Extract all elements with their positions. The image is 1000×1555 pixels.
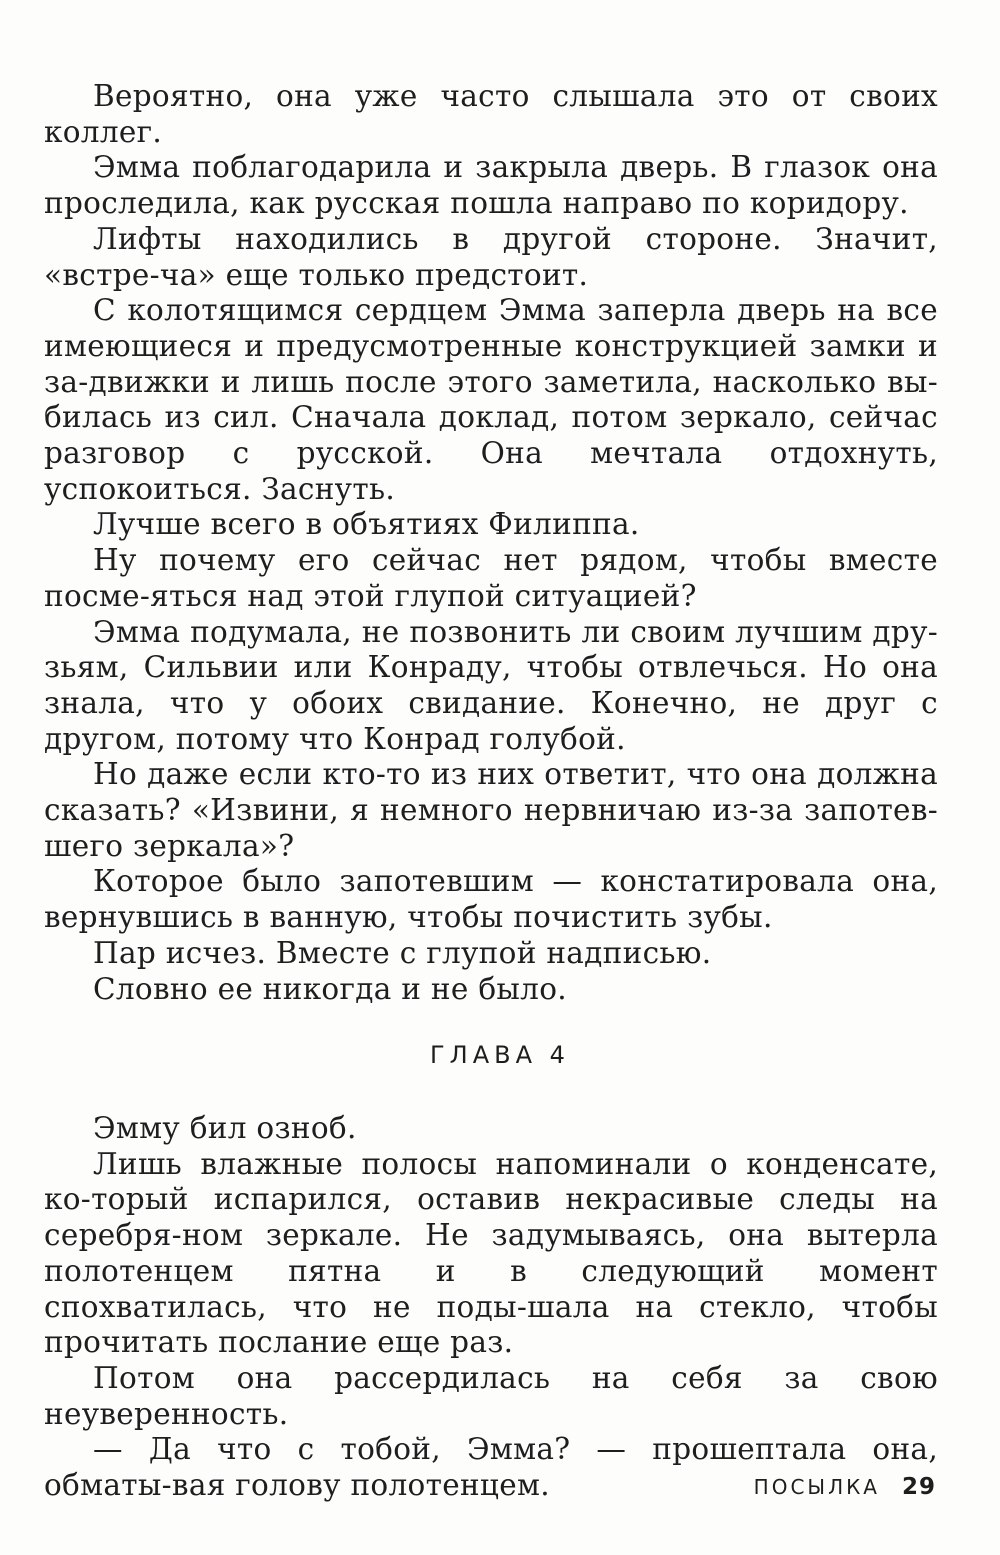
page-number: 29: [901, 1474, 936, 1500]
paragraph: — Да что с тобой, Эмма? — прошептала она, обматы-вая голову полотенцем.: [44, 1432, 938, 1503]
paragraph: Ну почему его сейчас нет рядом, чтобы вместе посме-яться над этой глупой ситуацией?: [44, 543, 938, 613]
paragraph: Которое было запотевшим — констатировала она, вернувшись в ванную, чтобы почистить зубы.: [44, 864, 938, 935]
paragraph: Пар исчез. Вместе с глупой надписью.: [93, 935, 712, 970]
paragraph: С колотящимся сердцем Эмма заперла дверь на все имеющиеся и предусмотренные конструкцией замки и за-движки и лишь после этого заметила, насколько вы-билась из сил. Сначала доклад, потом зеркало, сейчас разговор с русской. Она мечтала отдохнуть, успокоиться. Заснуть.: [44, 293, 938, 506]
paragraph: Лишь влажные полосы напоминали о конденсате, ко-торый испарился, оставив некрасивые следы на серебря-ном зеркале. Не задумываясь, она вытерла полотенцем пятна и в следующий момент спохватилась, что не поды-шала на стекло, чтобы прочитать послание еще раз.: [44, 1146, 938, 1360]
chapter-heading: ГЛАВА 4: [430, 1041, 570, 1069]
paragraph: Лифты находились в другой стороне. Значит, «встре-ча» еще только предстоит.: [44, 221, 938, 292]
paragraph: Потом она рассердилась на себя за свою неуверенность.: [44, 1360, 938, 1431]
paragraph: Вероятно, она уже часто слышала это от своих коллег.: [44, 79, 938, 149]
paragraph: Эмма подумала, не позвонить ли своим лучшим дру-зьям, Сильвии или Конраду, чтобы отвлечься. Но она знала, что у обоих свидание. Конечно, не друг с другом, потому что Конрад голубой.: [44, 614, 938, 756]
paragraph: Эмма поблагодарила и закрыла дверь. В глазок она проследила, как русская пошла направо по коридору.: [44, 150, 938, 221]
text-block-before-chapter: [44, 79, 938, 1007]
paragraph: Но даже если кто-то из них ответит, что она должна сказать? «Извини, я немного нервничаю из-за запотев-шего зеркала»?: [44, 757, 938, 863]
paragraph: Эмму бил озноб.: [93, 1111, 357, 1145]
paragraph: Лучше всего в объятиях Филиппа.: [93, 507, 640, 542]
page-footer: [754, 1474, 936, 1500]
paragraph: Словно ее никогда и не было.: [93, 971, 567, 1006]
running-title: ПОСЫЛКА: [753, 1475, 880, 1499]
text-block-chapter-4: [44, 1111, 938, 1504]
